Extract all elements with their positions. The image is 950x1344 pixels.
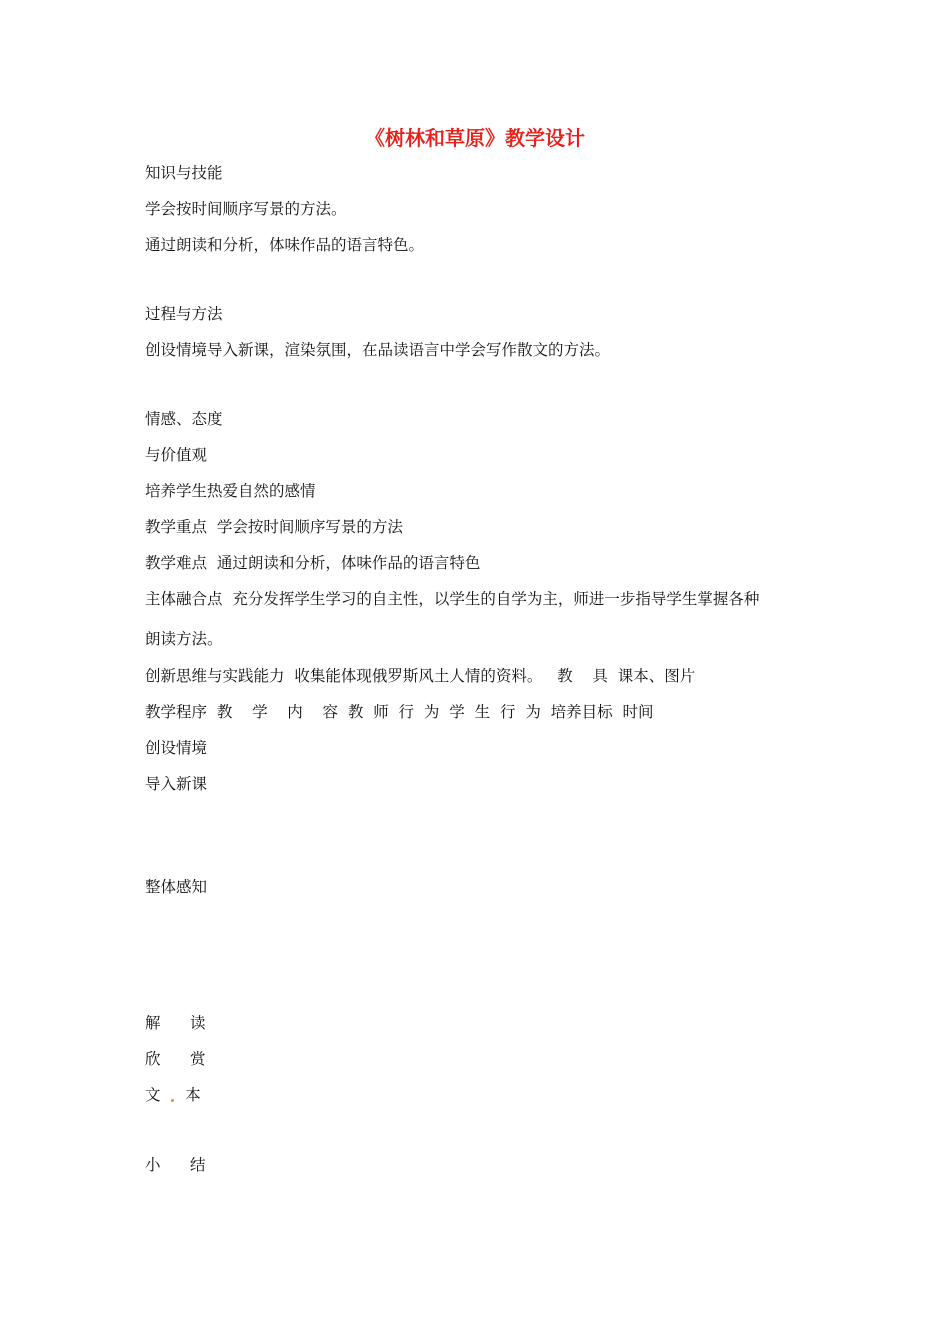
procedure-table-header [145, 702, 654, 722]
section-heading-values: 与价值观 [145, 446, 208, 464]
objective-line: 通过朗读和分析，体味作品的语言特色。 [145, 236, 425, 254]
step-overall-perception: 整体感知 [145, 878, 208, 896]
bullet-dot-icon [171, 1099, 174, 1102]
teaching-difficulty: 教学难点 通过朗读和分析，体味作品的语言特色 [145, 554, 481, 572]
procedure-columns: 教 学 内 容 教 师 行 为 学 生 行 为 培养目标 时间 [207, 703, 654, 721]
step-appreciate: 欣 赏 [145, 1050, 206, 1068]
objective-line: 培养学生热爱自然的感情 [145, 482, 316, 500]
objective-line: 学会按时间顺序写景的方法。 [145, 200, 347, 218]
step-create-situation: 创设情境 [145, 739, 208, 757]
document-title: 《树林和草原》教学设计 [365, 126, 585, 150]
section-heading-knowledge-skills: 知识与技能 [145, 164, 223, 182]
innovation-and-tools: 创新思维与实践能力 收集能体现俄罗斯风土人情的资料。 教 具 课本、图片 [145, 667, 696, 685]
step-text-part-2: 本 [175, 1086, 201, 1104]
objective-line: 创设情境导入新课，渲染氛围，在品读语言中学会写作散文的方法。 [145, 341, 611, 359]
section-heading-emotion-attitude: 情感、态度 [145, 410, 223, 428]
teaching-focus: 教学重点 学会按时间顺序写景的方法 [145, 518, 403, 536]
step-text-part-1: 文 [145, 1086, 171, 1104]
step-introduce-lesson: 导入新课 [145, 775, 208, 793]
section-heading-process-method: 过程与方法 [145, 305, 223, 323]
procedure-label: 教学程序 [145, 703, 208, 721]
integration-point-continued: 朗读方法。 [145, 630, 223, 648]
integration-point: 主体融合点 充分发挥学生学习的自主性，以学生的自学为主，师进一步指导学生掌握各种 [145, 590, 760, 608]
step-text [145, 1085, 201, 1105]
step-interpret: 解 读 [145, 1014, 206, 1032]
step-summary: 小 结 [145, 1156, 206, 1174]
